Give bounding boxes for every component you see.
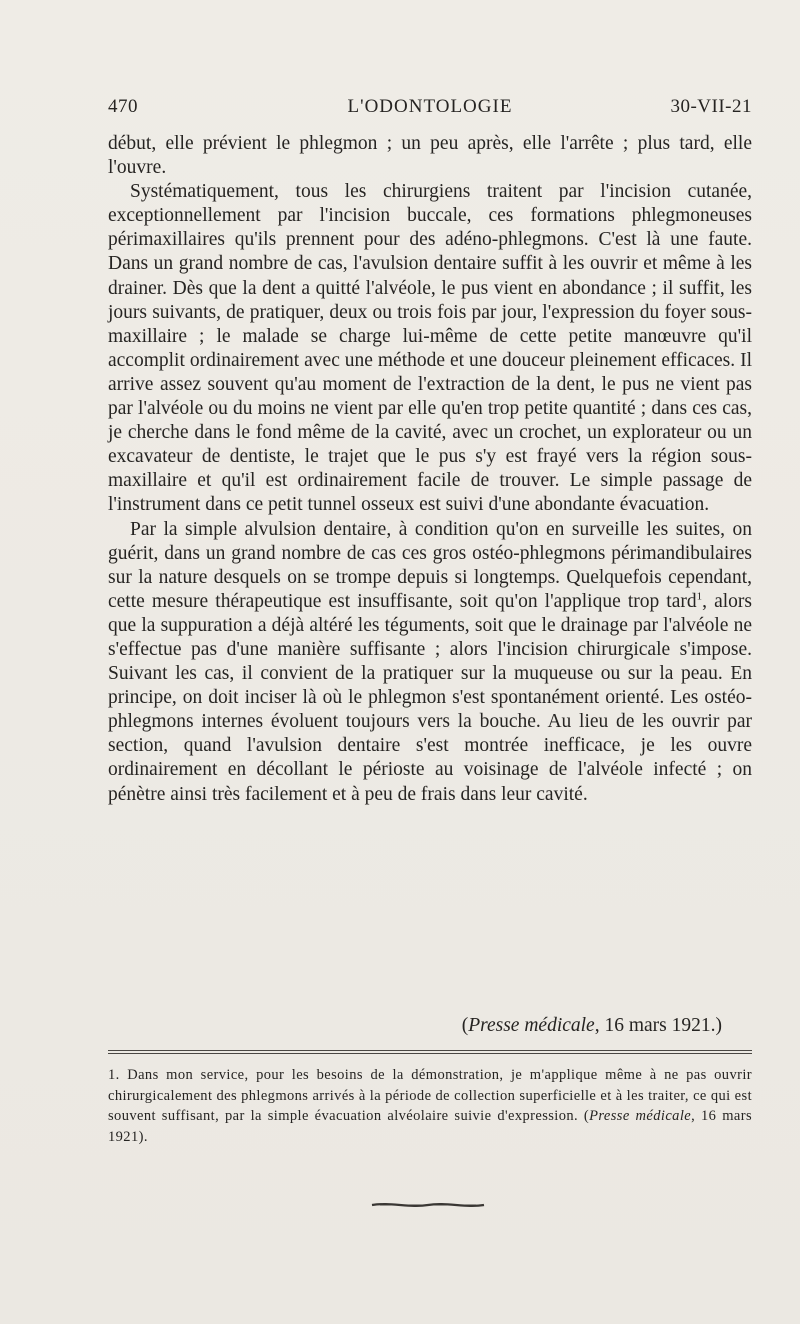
paragraph-2: Systématiquement, tous les chirurgiens traitent par l'incision cutanée, exceptionnellement par l'incision buccale, ces formations phlegmoneuses périmaxillaires qu'ils prennent pour des adéno-phlegmons. C'est là une faute. Dans un grand nombre de cas, l'avulsion dentaire suffit à les ouvrir et même à les drainer. Dès que la dent a quitté l'alvéole, le pus vient en abondance ; il suffit, les jours suivants, de pratiquer, deux ou trois fois par jour, l'expression du foyer sous-maxillaire ; le malade se charge lui-même de cette petite manœuvre qu'il accomplit ordinairement avec une méthode et une douceur pleinement efficaces. Il arrive assez souvent qu'au moment de l'extraction de la dent, le pus ne vient pas par l'alvéole ou du moins ne vient par elle qu'en trop petite quantité ; dans ces cas, je cherche dans le fond même de la cavité, avec un crochet, un explorateur ou un excavateur de dentiste, le trajet que le pus s'y est frayé vers la région sous-maxillaire et qu'il est ordinairement facile de trouver. Le simple passage de l'instrument dans ce petit tunnel osseux est suivi d'une abondante évacuation. (108, 181, 752, 516)
footnote-text: 1. Dans mon service, pour les besoins de la démonstration, je m'applique même à ne pas ouvrir chirurgicalement des phlegmons arrivés à la période de collection superficielle et à les traiter, ce qui est souvent suffisant, par la simple évacuation alvéolaire suivie d'expression. ( (108, 1067, 752, 1124)
footnote-end: , 16 mars 1921). (108, 1108, 752, 1145)
end-ornament-icon (370, 1201, 486, 1209)
source-citation (462, 1014, 722, 1038)
footnote-reference[interactable]: 1 (696, 590, 703, 603)
footnote-separator-second (108, 1053, 752, 1054)
footnote (108, 1065, 752, 1147)
footnote-separator (108, 1050, 752, 1051)
paragraph-3 (108, 518, 752, 807)
citation-date: , 16 mars 1921.) (594, 1015, 722, 1036)
paragraph-1: début, elle prévient le phlegmon ; un peu après, elle l'arrête ; plus tard, elle l'ouvre. (108, 133, 752, 179)
article-body (108, 132, 752, 807)
paragraph-3-text-a: Par la simple alvulsion dentaire, à condition qu'on en surveille les suites, on guérit, dans un grand nombre de cas ces gros ostéo-phlegmons périmandibulaires sur la nature desquels on se trompe depuis si longtemps. Quelquefois cependant, cette mesure thérapeutique est insuffisante, soit qu'on l'applique trop tard (108, 518, 752, 612)
page-number: 470 (108, 96, 138, 117)
citation-open: ( (461, 1015, 469, 1036)
paragraph-3-text-b: , alors que la suppuration a déjà altéré les téguments, soit que le drainage par l'alvéole ne s'effectue pas d'une manière suffisante ; alors l'incision chirurgicale s'impose. Suivant les cas, il convient de la pratiquer sur la muqueuse ou sur la peau. En principe, on doit inciser là où le phlegmon s'est spontanément orienté. Les ostéo-phlegmons internes évoluent toujours vers la bouche. Au lieu de les ouvrir par section, quand l'avulsion dentaire s'est montrée inefficace, je les ouvre ordinairement en décollant le périoste au voisinage de l'alvéole infecté ; on pénètre ainsi très facilement et à peu de frais dans leur cavité. (108, 590, 753, 805)
footnote-source: Presse médicale (589, 1108, 692, 1124)
running-title: L'ODONTOLOGIE (347, 96, 513, 117)
issue-date: 30-VII-21 (670, 96, 752, 117)
citation-publication: Presse médicale (468, 1015, 595, 1036)
running-header (108, 96, 752, 124)
